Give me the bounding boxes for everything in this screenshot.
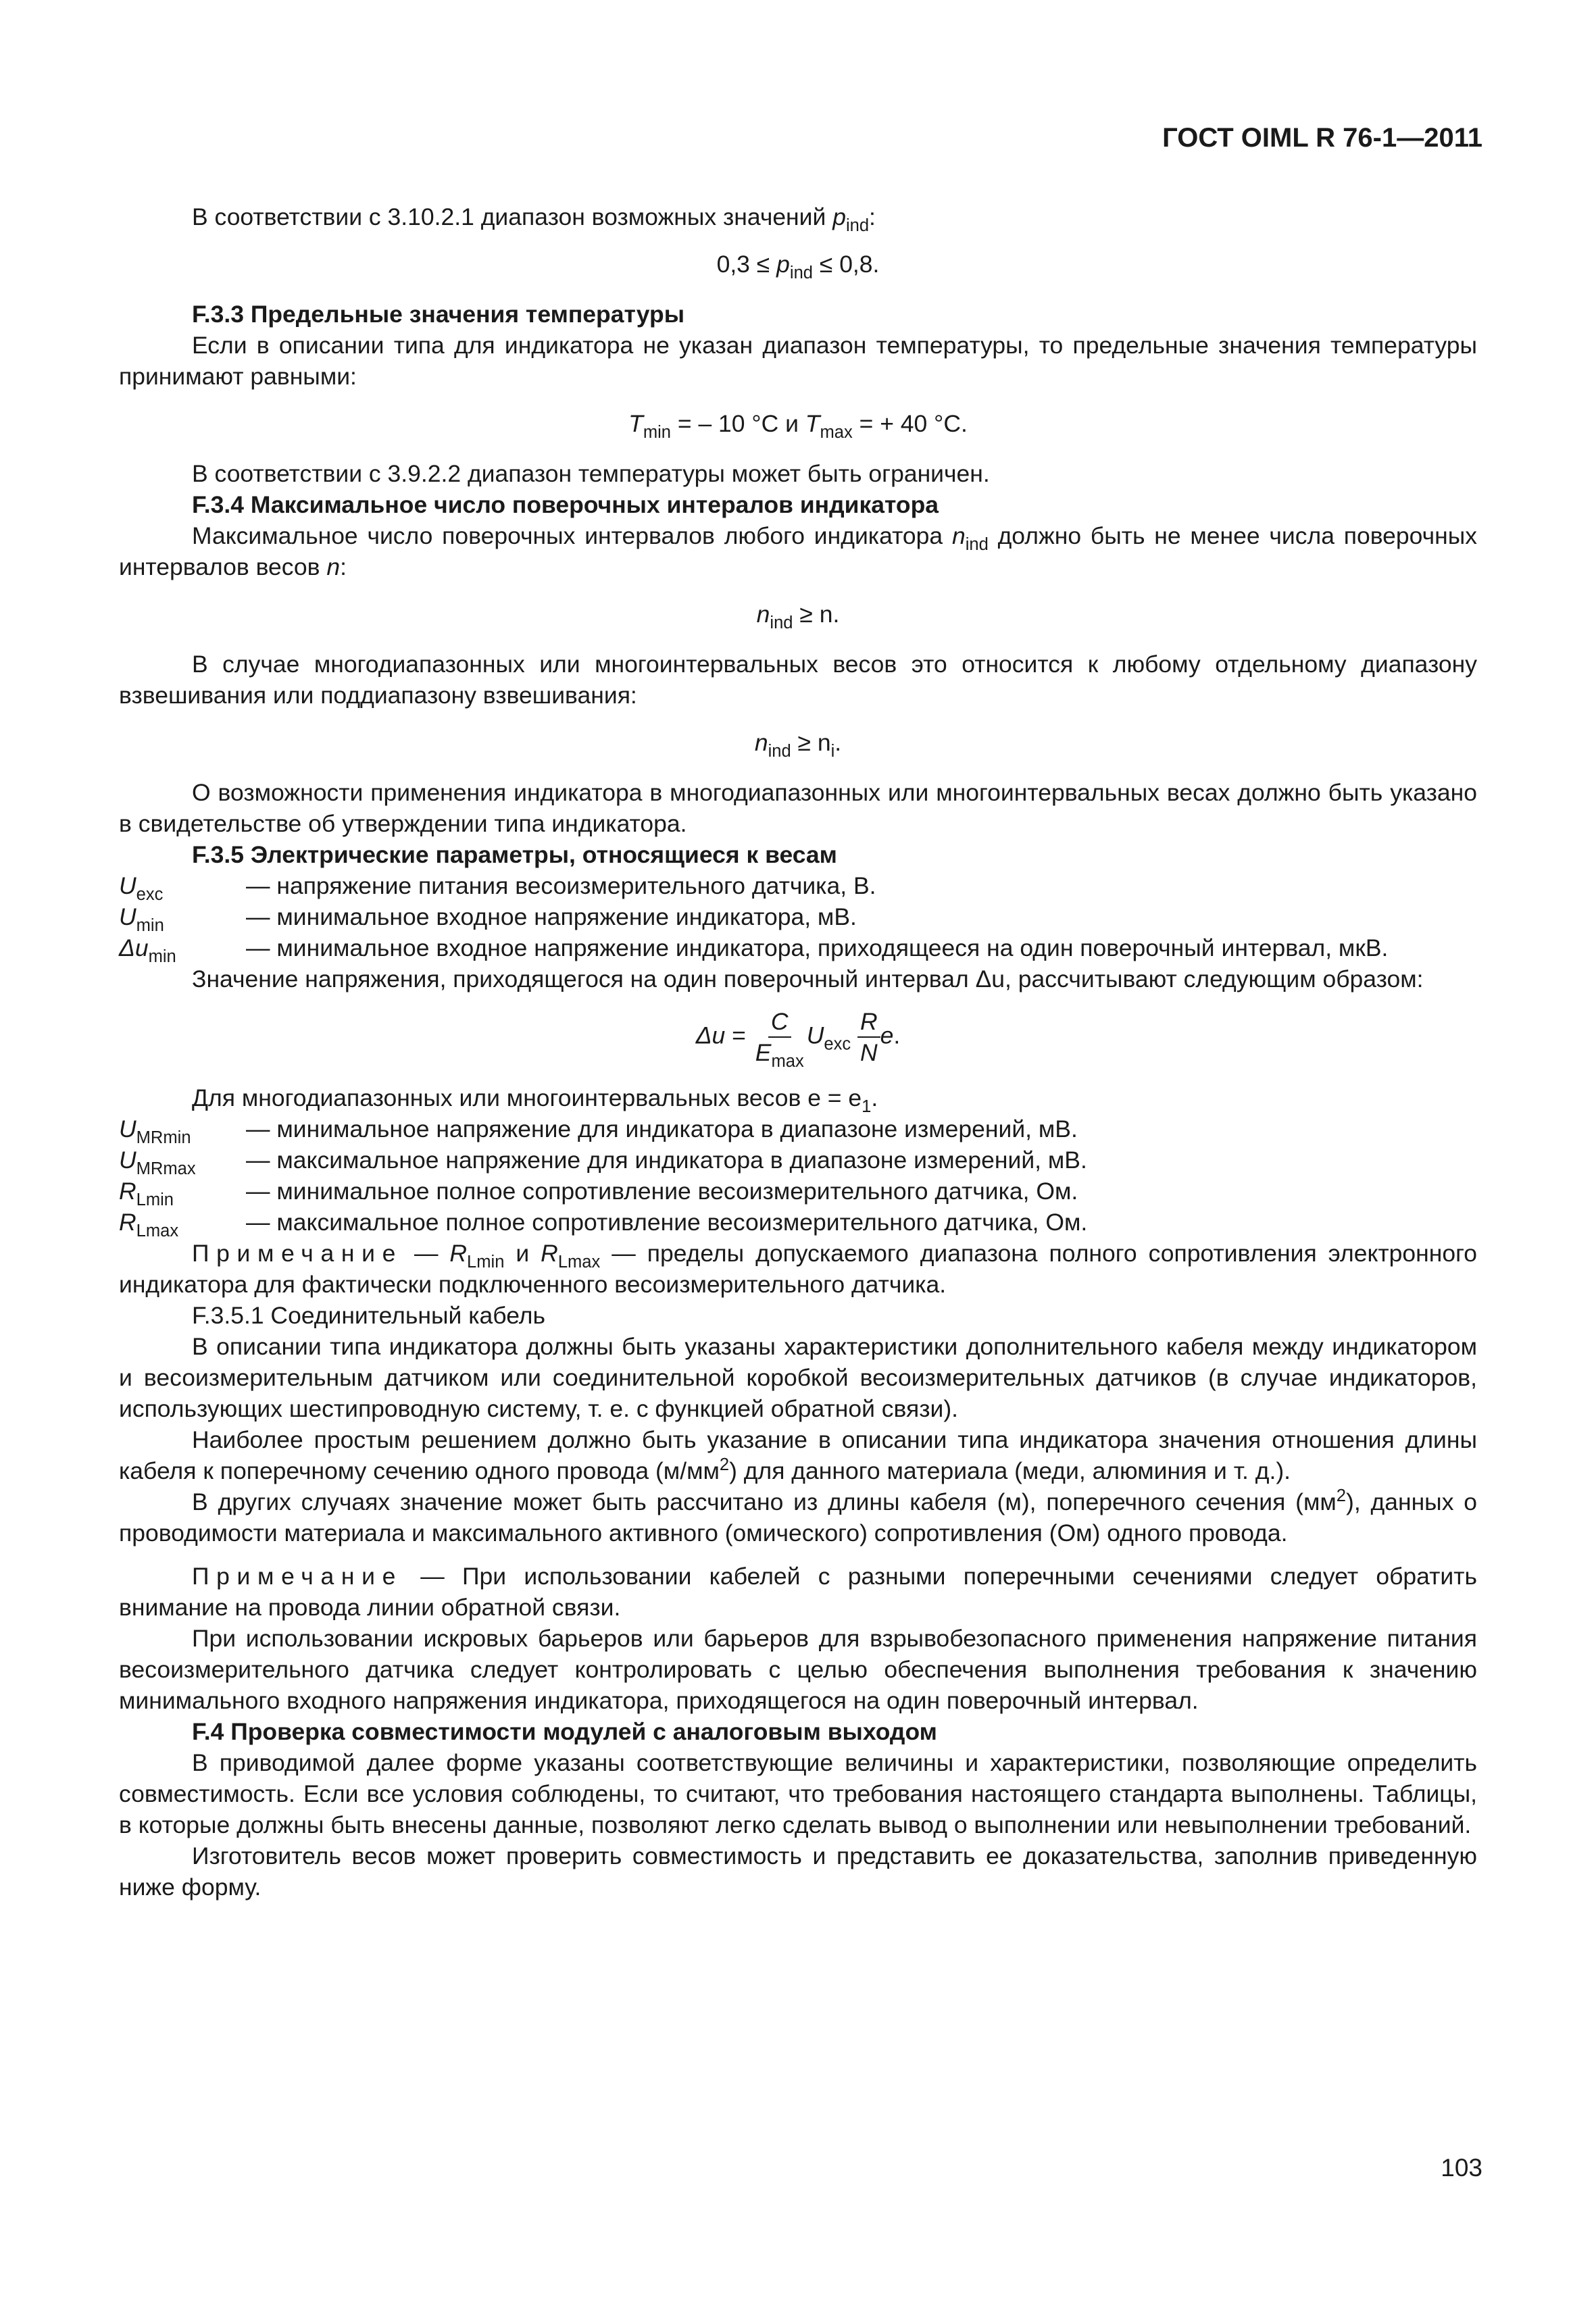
formula-delta-u: Δu = $\frac{C}{E_{max}}$ $U_{exc}$ $\frac{R}{N}$ e.	[695, 1008, 901, 1071]
document-header: ГОСТ OIML R 76-1—2011	[1162, 123, 1482, 153]
paragraph-f33: Если в описании типа для индикатора не указан диапазон температуры, то предельные значения температуры принимают равными:	[119, 332, 1477, 390]
paragraph-multi-range: В случае многодиапазонных или многоинтервальных весов это относится к любому отдельному диапазону взвешивания или поддиапазону взвешивания:	[119, 651, 1477, 709]
definition-umrmin: $U_{MRmin}$ — минимальное напряжение для индикатора в диапазоне измерений, мВ.	[119, 1115, 1078, 1147]
definition-rlmax: $R_{Lmax}$ — максимальное полное сопротивление весоизмерительного датчика, Ом.	[119, 1209, 1088, 1240]
heading-f4: F.4 Проверка совместимости модулей с аналоговым выходом	[192, 1718, 937, 1745]
paragraph-for-multi: Для многодиапазонных или многоинтервальных весов $e = e_1$.	[192, 1084, 878, 1116]
paragraph-temp-limit: В соответствии с 3.9.2.2 диапазон температуры может быть ограничен.	[192, 460, 990, 487]
fraction-c-emax: $\frac{C}{E_{max}}$	[755, 1008, 804, 1071]
fraction-r-n: $\frac{R}{N}$	[857, 1007, 880, 1067]
paragraph-barriers: При использовании искровых барьеров или барьеров для взрывобезопасного применения напряжение питания весоизмерительного датчика следует контролировать с целью обеспечения выполнения требования к значению минимального входного напряжения индикатора, приходящегося на один поверочный интервал.	[119, 1625, 1477, 1714]
formula-pind: $0,3 \le p_{ind} \le 0,8$.	[716, 251, 880, 282]
definition-uexc: $U_{exc}$ — напряжение питания весоизмерительного датчика, В.	[119, 872, 876, 904]
formula-nind: $n_{ind} \ge n$.	[756, 601, 840, 632]
paragraph-f34: Максимальное число поверочных интервалов любого индикатора $n_{ind}$ должно быть не менее числа поверочных интервалов весов n:	[119, 522, 1477, 580]
paragraph-cable-1: В описании типа индикатора должны быть указаны характеристики дополнительного кабеля между индикатором и весоизмерительным датчиком или соединительной коробкой весоизмерительных датчиков (в случае индикаторов, использующих шестипроводную систему, т. е. с функцией обратной связи).	[119, 1333, 1477, 1422]
heading-f35: F.3.5 Электрические параметры, относящиеся к весам	[192, 841, 837, 868]
definition-rlmin: $R_{Lmin}$ — минимальное полное сопротивление весоизмерительного датчика, Ом.	[119, 1178, 1078, 1209]
paragraph-f4-2: Изготовитель весов может проверить совместимость и представить ее доказательства, заполнив приведенную ниже форму.	[119, 1842, 1477, 1901]
paragraph-possibility: О возможности применения индикатора в многодиапазонных или многоинтервальных весах должно быть указано в свидетельстве об утверждении типа индикатора.	[119, 779, 1477, 837]
document-body	[119, 201, 1477, 1903]
note-cable-sections: Примечание — При использовании кабелей с разными поперечными сечениями следует обратить внимание на провода линии обратной связи.	[119, 1563, 1477, 1621]
heading-f34: F.3.4 Максимальное число поверочных интералов индикатора	[192, 491, 939, 518]
definition-umin: $U_{min}$ — минимальное входное напряжение индикатора, мВ.	[119, 903, 857, 935]
definition-dumin: $\Delta u_{min}$ — минимальное входное напряжение индикатора, приходящееся на один поверочный интервал, мкВ.	[119, 934, 1389, 966]
paragraph-cable-3: В других случаях значение может быть рассчитано из длины кабеля (м), поперечного сечения $(мм^2)$, данных о проводимости материала и максимального активного (омического) сопротивления (Ом) одного провода.	[119, 1486, 1478, 1546]
formula-nind-ni: $n_{ind} \ge n_i$.	[754, 729, 842, 761]
definition-umrmax: $U_{MRmax}$ — максимальное напряжение для индикатора в диапазоне измерений, мВ.	[119, 1147, 1087, 1178]
paragraph-value: Значение напряжения, приходящегося на один поверочный интервал Δu, рассчитывают следующим образом:	[192, 965, 1424, 992]
paragraph-pind-range: В соответствии с 3.10.2.1 диапазон возможных значений $p_{ind}$:	[192, 203, 876, 235]
paragraph-cable-2: Наиболее простым решением должно быть указание в описании типа индикатора значения отношения длины кабеля к поперечному сечению одного провода $(м/мм^2)$ для данного материала (меди, алюминия и т. д.).	[119, 1426, 1477, 1484]
formula-temperature: $T_{min}$ = – 10 °C и $T_{max}$ = + 40 °C.	[628, 410, 968, 442]
note-rl-limits: Примечание — $R_{Lmin}$ и $R_{Lmax}$ — пределы допускаемого диапазона полного сопротивления электронного индикатора для фактически подключенного весоизмерительного датчика.	[119, 1240, 1477, 1298]
paragraph-f4-1: В приводимой далее форме указаны соответствующие величины и характеристики, позволяющие определить совместимость. Если все условия соблюдены, то считают, что требования настоящего стандарта выполнены. Таблицы, в которые должны быть внесены данные, позволяют легко сделать вывод о выполнении или невыполнении требований.	[119, 1749, 1477, 1838]
heading-f33: F.3.3 Предельные значения температуры	[192, 301, 685, 328]
heading-f351: F.3.5.1 Соединительный кабель	[192, 1302, 545, 1329]
page-number: 103	[1441, 2154, 1482, 2182]
